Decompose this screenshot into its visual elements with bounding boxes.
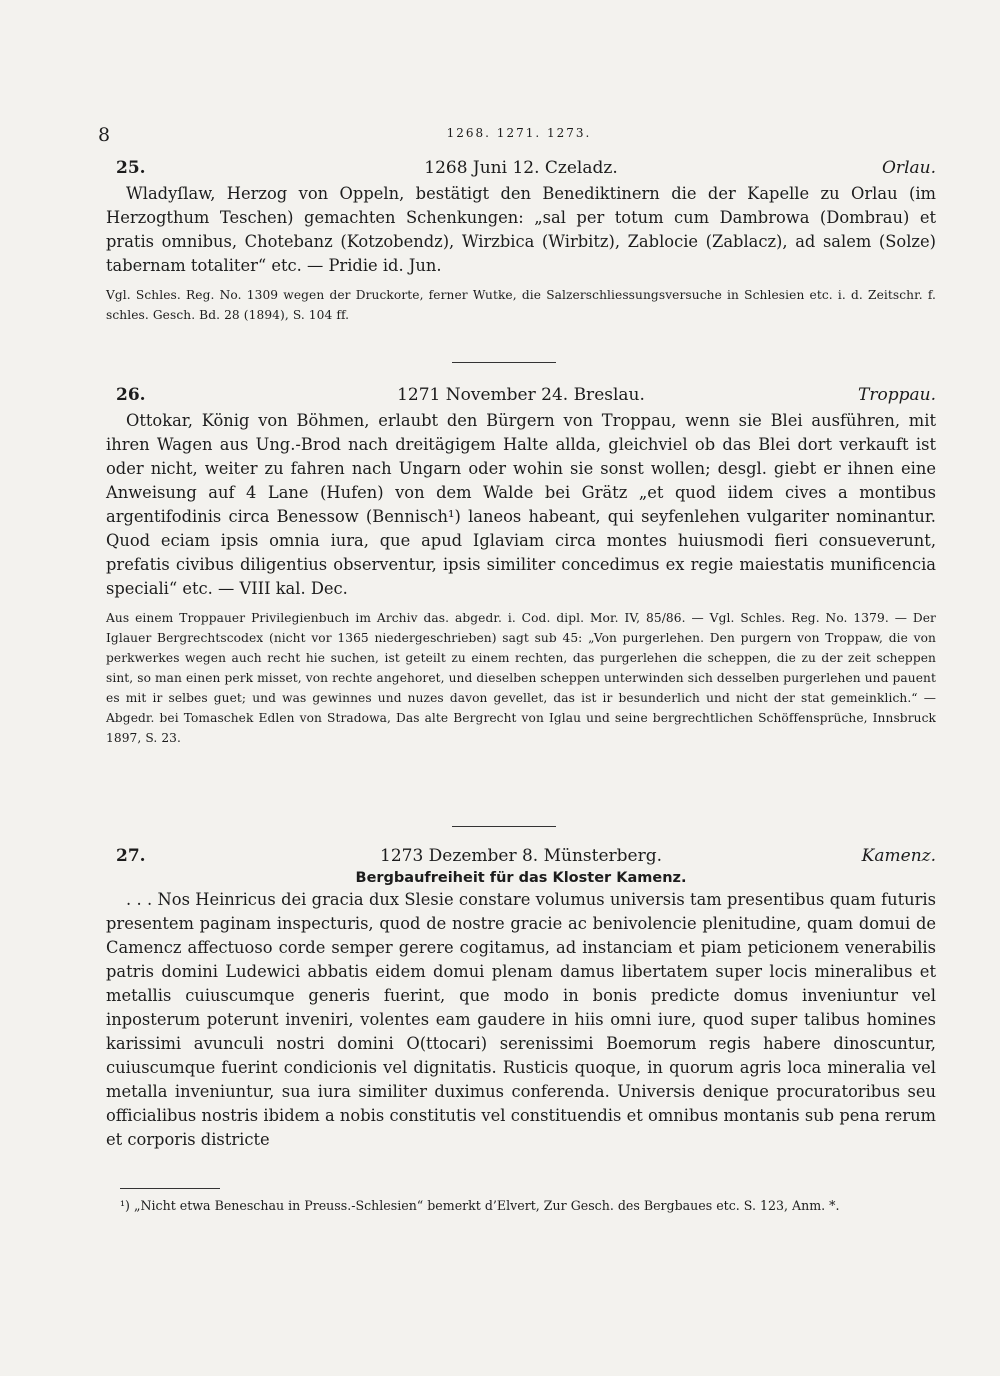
entry-note: Vgl. Schles. Reg. No. 1309 wegen der Druckorte, ferner Wutke, die Salzerschliessungsversuche in Schlesien etc. i. d. Zeitschr. f. schles. Gesch. Bd. 28 (1894), S. 104 ff. <box>106 288 936 322</box>
entry-body: Wladyſlaw, Herzog von Oppeln, bestätigt den Benediktinern die der Kapelle zu Orlau (im Herzogthum Teschen) gemachten Schenkungen: „sal per totum cum Dambrowa (Dombrau) et pratis omnibus, Chotebanz (Kotzobendz), Wirzbica (Wirbitz), Zablocie (Zablacz), ad salem (Solze) tabernam totaliter“ etc. — Pridie id. Jun. <box>106 184 936 275</box>
entry-heading <box>106 158 936 182</box>
entry-place: Orlau. <box>882 158 936 178</box>
entry-heading <box>106 846 936 870</box>
entry-26 <box>106 385 936 748</box>
entry-body: . . . Nos Heinricus dei gracia dux Slesie constare volumus universis tam presentibus quam futuris presentem paginam inspecturis, quod de nostre gracie ac benivolencie plenitudine, quam domui de Camencz affectuoso corde semper gerere cogitamus, ad instanciam et piam peticionem venerabilis patris domini Ludewici abbatis eidem domui plenam damus libertatem super locis mineralibus et metallis cuiuscumque generis fuerint, que modo in bonis predicte domus inveniuntur vel inposterum poterunt inveniri, volentes eam gaudere in hiis omni iure, quod super talibus homines karissimi avunculi nostri domini O(ttocari) serenissimi Boemorum regis habere dinoscuntur, cuiuscumque fuerint condicionis vel dignitatis. Rusticis quoque, in quorum agris loca mineralia vel metalla inveniuntur, sua iura similiter duximus conferenda. Universis denique procuratoribus seu officialibus nostris ibidem a nobis constitutis vel constituendis et omnibus montanis sub pena rerum et corporis districte <box>106 890 936 1149</box>
entry-27 <box>106 846 936 1152</box>
entry-25 <box>106 158 936 325</box>
entry-heading <box>106 385 936 409</box>
footnote-divider <box>120 1188 220 1189</box>
section-divider <box>452 362 556 363</box>
entry-number: 25. <box>116 158 146 178</box>
running-head-years: 1268. 1271. 1273. <box>446 126 592 140</box>
entry-note: Aus einem Troppauer Privilegienbuch im Archiv das. abgedr. i. Cod. dipl. Mor. IV, 85/86. — Vgl. Schles. Reg. No. 1379. — Der Iglauer Bergrechtscodex (nicht vor 1365 niedergeschrieben) sagt sub 45: „Von purgerlehen. Den purgern von Troppaw, die von perkwerkes wegen auch recht hie suchen, ist geteilt zu einem rechten, das purgerlehen die scheppen, die zu der zeit scheppen sint, so man einen perk misset, von rechte angehoret, und dieselben scheppen unterwinden sich desselben purgerlehen und pauent es mit ir selbes guet; und was gewinnes und nuzes davon gevellet, das ist ir besunderlich und nicht der stat gemeinklich.“ — Abgedr. bei Tomaschek Edlen von Stradowa, Das alte Bergrecht von Iglau und seine bergrechtlichen Schöffensprüche, Innsbruck 1897, S. 23. <box>106 611 936 745</box>
entry-number: 27. <box>116 846 146 866</box>
page-number: 8 <box>98 124 111 146</box>
entry-number: 26. <box>116 385 146 405</box>
entry-date: 1271 November 24. Breslau. <box>397 385 645 405</box>
entry-place: Troppau. <box>858 385 936 405</box>
entry-date: 1268 Juni 12. Czeladz. <box>424 158 618 178</box>
entry-title: Bergbaufreiheit für das Kloster Kamenz. <box>355 870 687 886</box>
page-header <box>98 124 940 148</box>
section-divider <box>452 826 556 827</box>
entry-body: Ottokar, König von Böhmen, erlaubt den Bürgern von Troppau, wenn sie Blei ausführen, mit ihren Wagen aus Ung.-Brod nach dreitägigem Halte allda, gleichviel ob das Blei dort verkauft ist oder nicht, weiter zu fahren nach Ungarn oder wohin sie sonst wollen; desgl. giebt er ihnen eine Anweisung auf 4 Lane (Hufen) von dem Walde bei Grätz „et quod iidem cives a montibus argentifodinis circa Benessow (Bennisch¹) laneos habeant, qui seyfenlehen vulgariter nominantur. Quod eciam ipsis omnia iura, que apud Iglaviam circa montes huiusmodi fieri consueverunt, prefatis civibus diligentius observentur, ipsis similiter concedimus ex regie maiestatis munificencia speciali“ etc. — VIII kal. Dec. <box>106 411 936 598</box>
entry-date: 1273 Dezember 8. Münsterberg. <box>380 846 662 866</box>
entry-place: Kamenz. <box>861 846 936 866</box>
footnote: ¹) „Nicht etwa Beneschau in Preuss.-Schlesien“ bemerkt d’Elvert, Zur Gesch. des Bergbaues etc. S. 123, Anm. *. <box>120 1198 840 1213</box>
